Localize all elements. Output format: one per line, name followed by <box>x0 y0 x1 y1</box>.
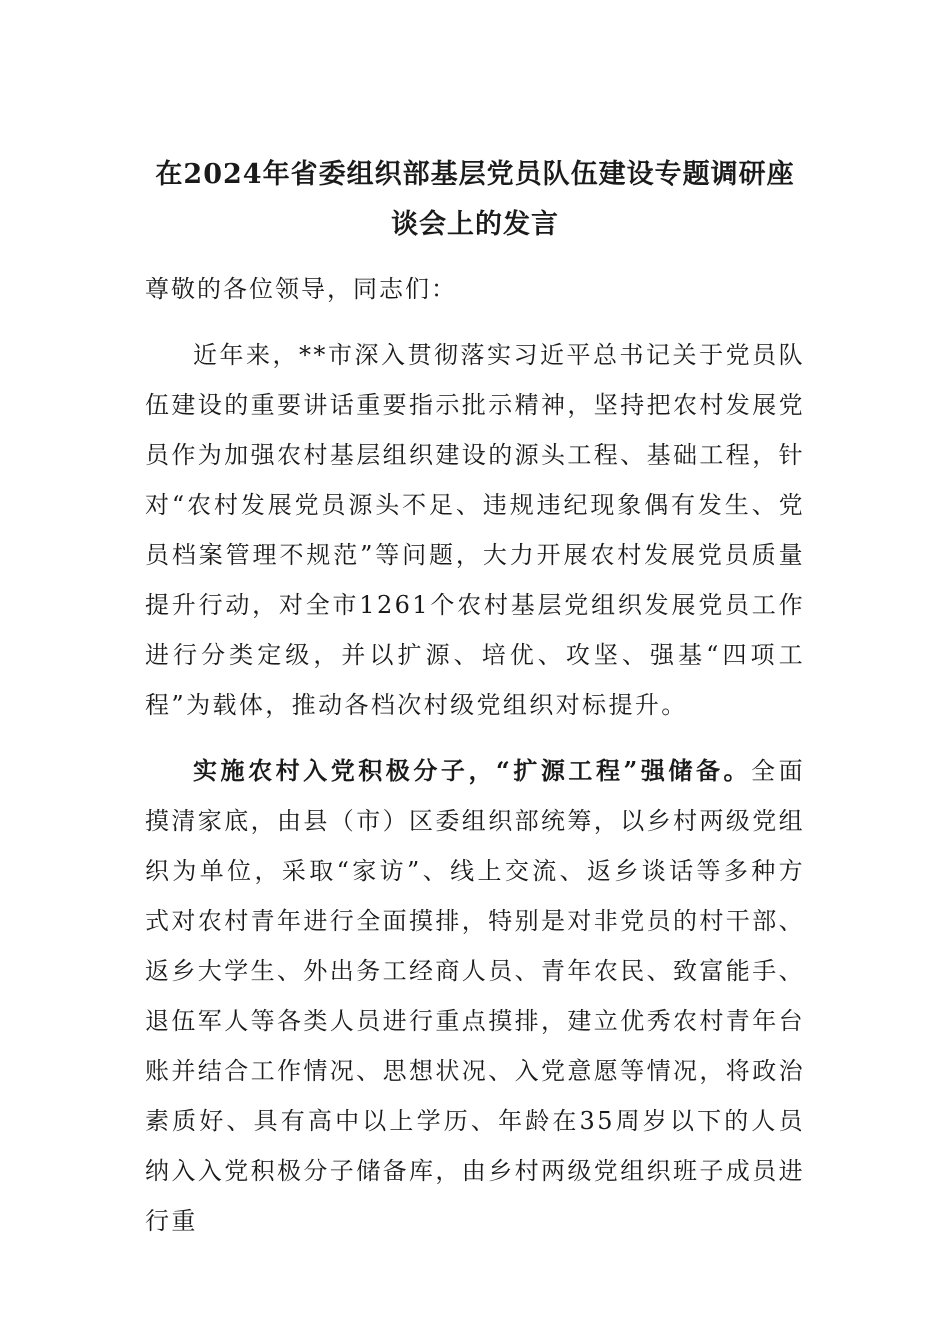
document-body <box>145 150 805 1246</box>
paragraph-lead-heading: 实施农村入党积极分子，“扩源工程”强储备。 <box>193 756 752 785</box>
salutation: 尊敬的各位领导，同志们： <box>145 275 457 303</box>
document-title: 在2024年省委组织部基层党员队伍建设专题调研座谈会上的发言 <box>155 159 795 240</box>
paragraph-text: 近年来，**市深入贯彻落实习近平总书记关于党员队伍建设的重要讲话重要指示批示精神，坚持把农村发展党员作为加强农村基层组织建设的源头工程、基础工程，针对“农村发展党员源头不足、违规违纪现象偶有发生、党员档案管理不规范”等问题，大力开展农村发展党员质量提升行动，对全市1261个农村基层党组织发展党员工作进行分类定级，并以扩源、培优、攻坚、强基“四项工程”为载体，推动各档次村级党组织对标提升。 <box>145 341 805 719</box>
paragraph-text: 全面摸清家底，由县（市）区委组织部统筹，以乡村两级党组织为单位，采取“家访”、线上交流、返乡谈话等多种方式对农村青年进行全面摸排，特别是对非党员的村干部、返乡大学生、外出务工经商人员、青年农民、致富能手、退伍军人等各类人员进行重点摸排，建立优秀农村青年台账并结合工作情况、思想状况、入党意愿等情况，将政治素质好、具有高中以上学历、年龄在35周岁以下的人员纳入入党积极分子储备库，由乡村两级党组织班子成员进行重 <box>145 757 805 1235</box>
paragraph-intro <box>145 330 805 730</box>
paragraph-expansion-project <box>145 746 805 1246</box>
